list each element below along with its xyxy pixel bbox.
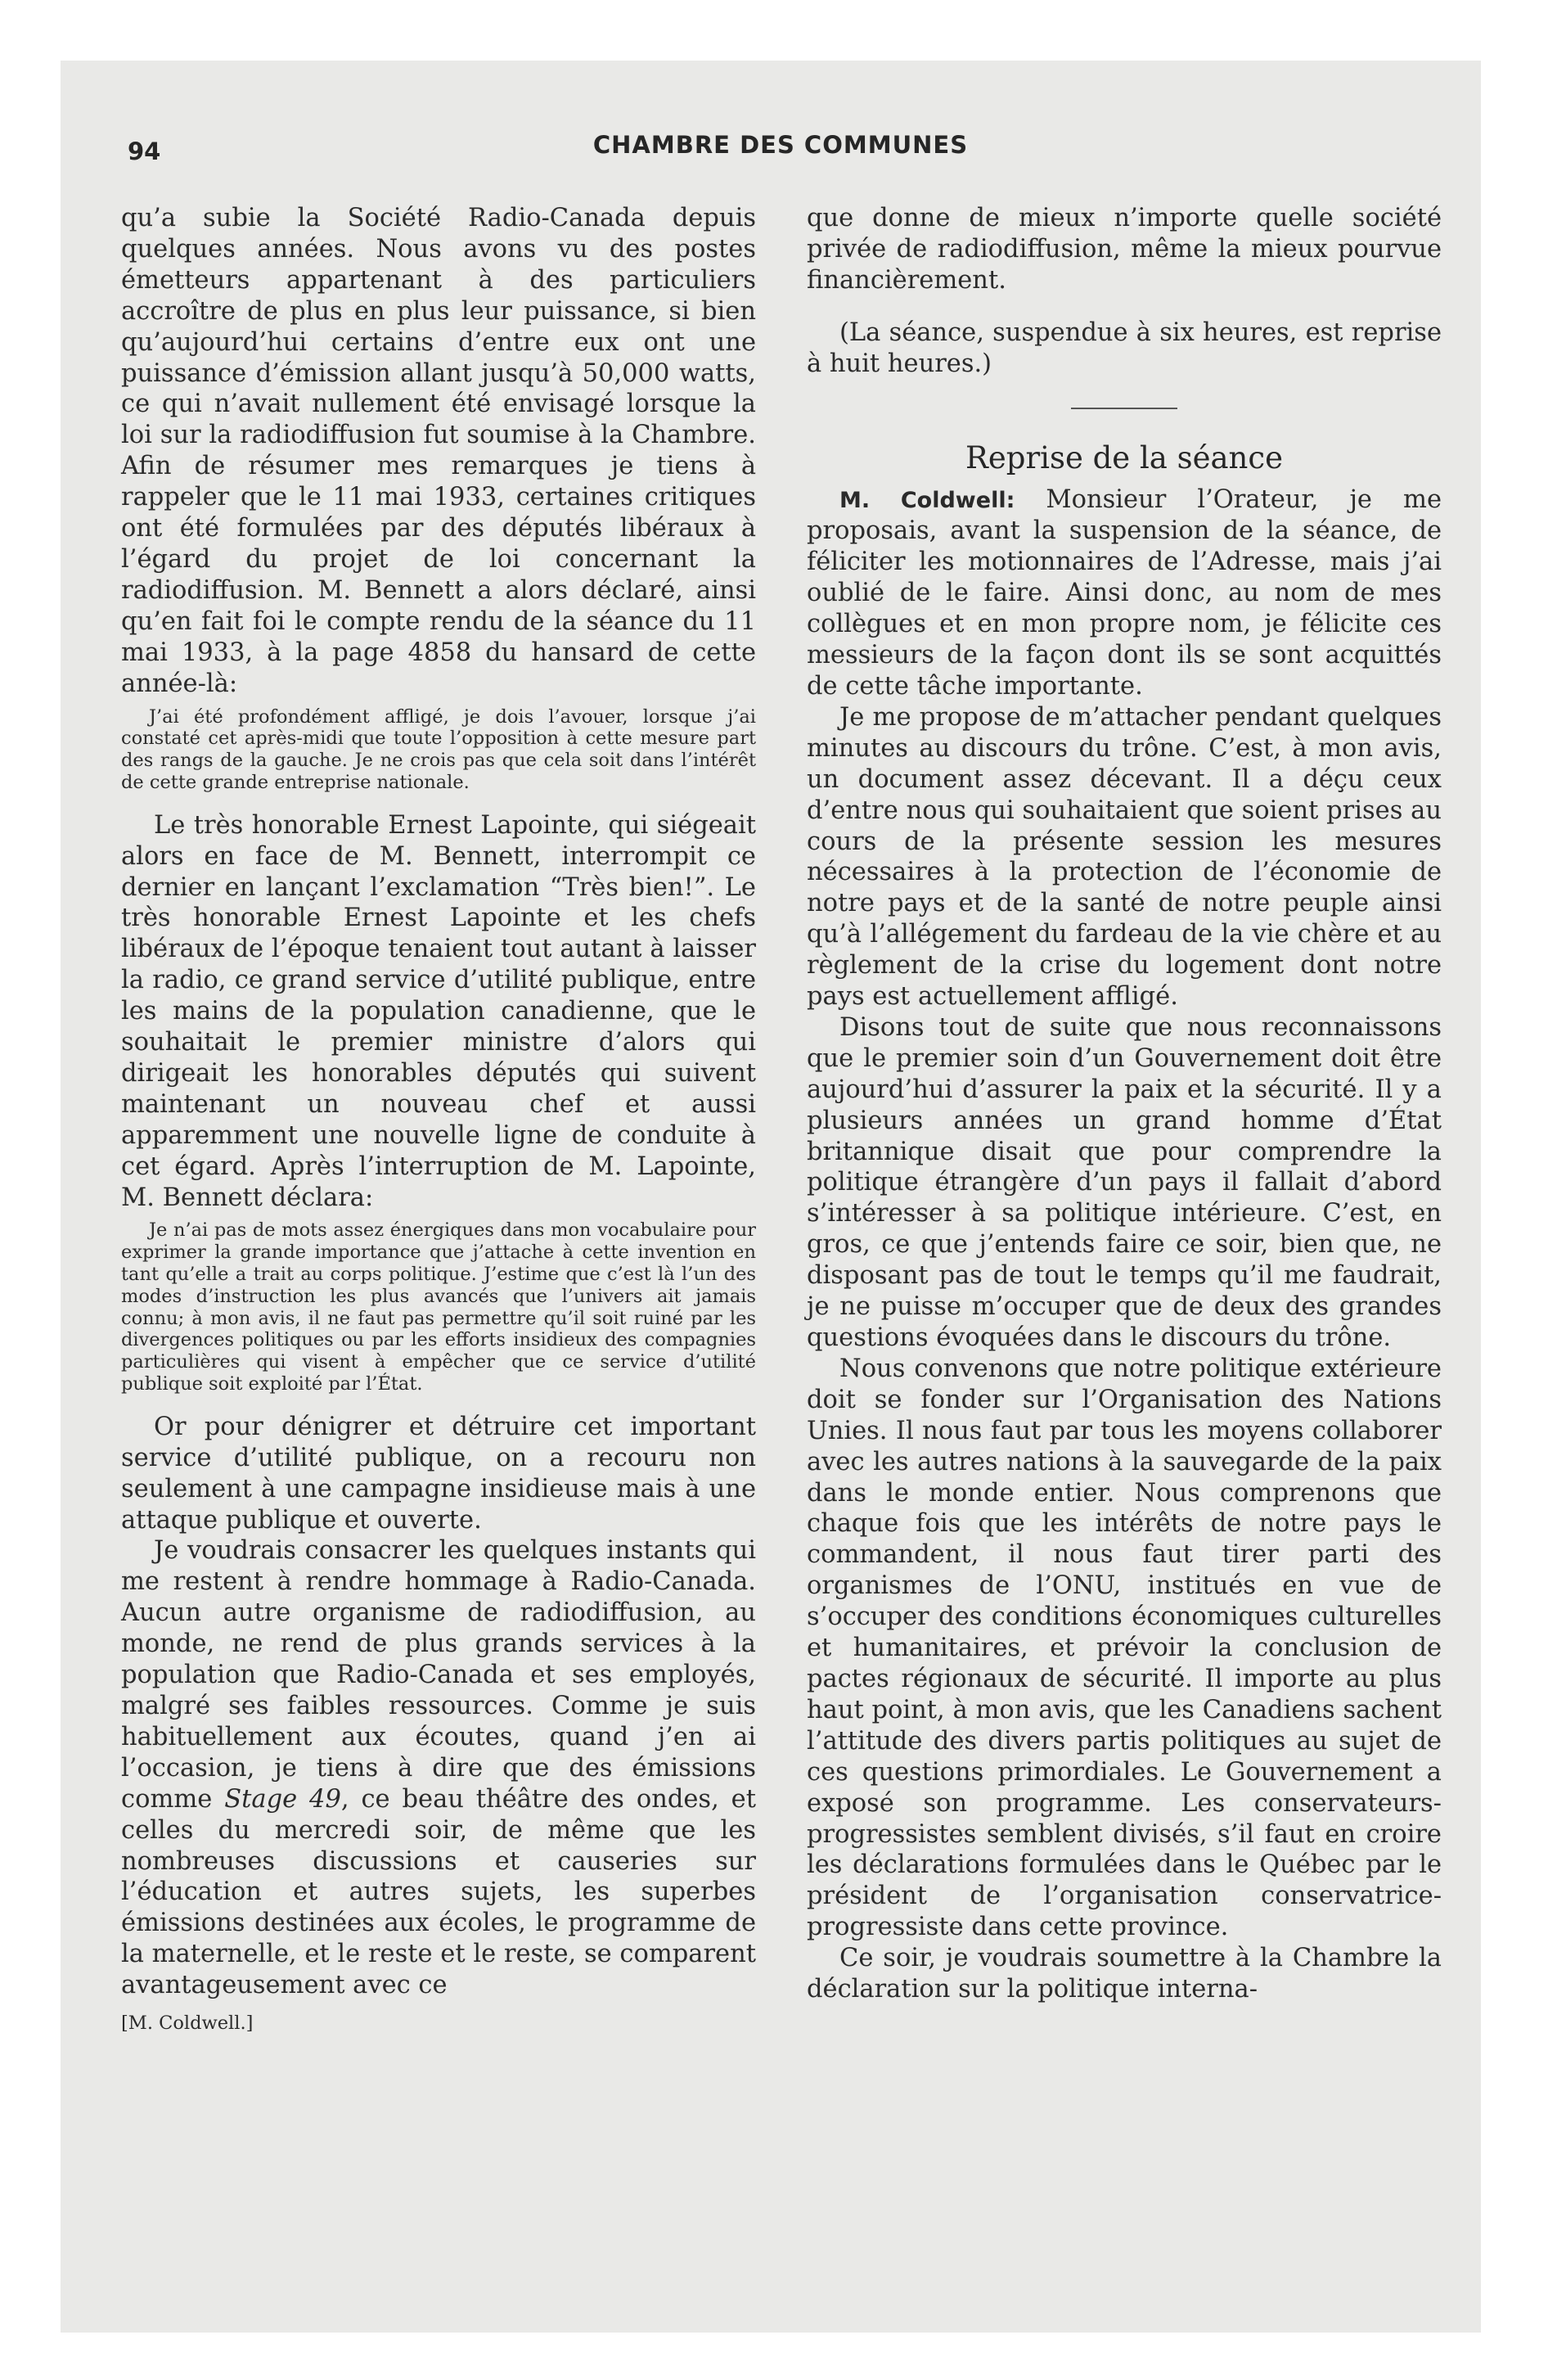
quote-text: Je n’ai pas de mots assez énergiques dans mon vocabulaire pour exprimer la grande importance que j’attache à cette invention en tant qu’elle a trait au corps politique. J’estime que c’est là l’un des modes d’instruction les plus avancés que l’univers ait jamais connu; à mon avis, il ne faut pas permettre qu’il soit ruiné par les divergences politiques ou par les efforts insidieux des compagnies particulières qui visent à empêcher que ce service d’utilité publique soit exploité par l’État.: [121, 1219, 756, 1395]
section-heading: Reprise de la séance: [965, 439, 1283, 476]
left-column: [121, 203, 756, 2034]
page-header: [121, 131, 1440, 170]
paragraph: [807, 485, 1442, 702]
paragraph: [121, 1535, 756, 2001]
paragraph: Ce soir, je voudrais soumettre à la Chambre la déclaration sur la politique interna-: [807, 1944, 1442, 2004]
running-title: CHAMBRE DES COMMUNES: [592, 131, 969, 159]
paragraph: qu’a subie la Société Radio-Canada depuis quelques années. Nous avons vu des postes émetteurs appartenant à des particuliers accroître de plus en plus leur puissance, si bien qu’aujourd’hui certains d’entre eux ont une puissance d’émission allant jusqu’à 50,000 watts, ce qui n’avait nullement été envisagé lorsque la loi sur la radiodiffusion fut soumise à la Chambre. Afin de résumer mes remarques je tiens à rappeler que le 11 mai 1933, certaines critiques ont été formulées par des députés libéraux à l’égard du projet de loi concernant la radiodiffusion. M. Bennett a alors déclaré, ainsi qu’en fait foi le compte rendu de la séance du 11 mai 1933, à la page 4858 du hansard de cette année-là:: [121, 204, 756, 698]
paragraph: que donne de mieux n’importe quelle société privée de radiodiffusion, même la mieux pourvue financièrement.: [807, 204, 1442, 295]
page-number: 94: [128, 137, 161, 165]
paragraph: Disons tout de suite que nous reconnaissons que le premier soin d’un Gouvernement doit être aujourd’hui d’assurer la paix et la sécurité. Il y a plusieurs années un grand homme d’État britannique disait que pour comprendre la politique étrangère d’un pays il fallait d’abord s’intéresser à sa politique intérieure. C’est, en gros, ce que j’entends faire ce soir, bien que, ne disposant pas de tout le temps qu’il me faudrait, je ne puisse m’occuper que de deux des grandes questions évoquées dans le discours du trône.: [807, 1012, 1442, 1352]
paragraph-text: Je voudrais consacrer les quelques instants qui me restent à rendre hommage à Radio-Canada. Aucun autre organisme de radiodiffusion, au monde, ne rend de plus grands services à la population que Radio-Canada et ses employés, malgré ses faibles ressources. Comme je suis habituellement aux écoutes, quand j’en ai l’occasion, je tiens à dire que des émissions comme: [121, 1536, 756, 1814]
paragraph-text: Monsieur l’Orateur, je me proposais, avant la suspension de la séance, de féliciter les motionnaires de l’Adresse, mais j’ai oublié de le faire. Ainsi donc, au nom de mes collègues et en mon propre nom, je félicite ces messieurs de la façon dont ils se sont acquittés de cette tâche importante.: [807, 485, 1442, 701]
block-quote: [121, 706, 756, 794]
paragraph: Nous convenons que notre politique extérieure doit se fonder sur l’Organisation des Nations Unies. Il nous faut par tous les moyens collaborer avec les autres nations à la sauvegarde de la paix dans le monde entier. Nous comprenons que chaque fois que les intérêts de notre pays le commandent, il nous faut tirer parti des organismes de l’ONU, institués en vue de s’occuper des conditions économiques culturelles et humanitaires, et prévoir la conclusion de pactes régionaux de sécurité. Il importe au plus haut point, à mon avis, que les Canadiens sachent l’attitude des divers partis politiques au sujet de ces questions primordiales. Le Gouvernement a exposé son programme. Les conservateurs-progressistes semblent divisés, s’il faut en croire les déclarations formulées dans le Québec par le président de l’organisation conservatrice-progressiste dans cette province.: [807, 1354, 1442, 1942]
right-column: [807, 203, 1442, 2005]
document-page: [121, 131, 1442, 2035]
paragraph: Le très honorable Ernest Lapointe, qui siégeait alors en face de M. Bennett, interrompit ce dernier en lançant l’exclamation “Très bien!”. Le très honorable Ernest Lapointe et les chefs libéraux de l’époque tenaient tout autant à laisser la radio, ce grand service d’utilité publique, entre les mains de la population canadienne, que le souhaitait le premier ministre d’alors qui dirigeait les honorables députés qui suivent maintenant un nouveau chef et aussi apparemment une nouvelle ligne de conduite à cet égard. Après l’interruption de M. Lapointe, M. Bennett déclara:: [121, 810, 756, 1212]
paragraph: Je me propose de m’attacher pendant quelques minutes au discours du trône. C’est, à mon avis, un document assez décevant. Il a déçu ceux d’entre nous qui souhaitaient que soient prises au cours de la présente session les mesures nécessaires à la protection de l’économie de notre pays et de la santé de notre peuple ainsi qu’à l’allégement du fardeau de la vie chère et au règlement de la crise du logement dont notre pays est actuellement affligé.: [807, 702, 1442, 1012]
paragraph-text: , ce beau théâtre des ondes, et celles du mercredi soir, de même que les nombreuses discussions et causeries sur l’éducation et autres sujets, les superbes émissions destinées aux écoles, le programme de la maternelle, et le reste et le reste, se comparent avantageusement avec ce: [121, 1784, 756, 2000]
program-title: Stage 49: [224, 1784, 341, 1814]
section-divider: [1071, 408, 1177, 409]
speaker-name: M. Coldwell:: [839, 487, 1015, 513]
sitting-note: (La séance, suspendue à six heures, est reprise à huit heures.): [807, 318, 1442, 378]
quote-text: J’ai été profondément affligé, je dois l’avouer, lorsque j’ai constaté cet après-midi que toute l’opposition à cette mesure part des rangs de la gauche. Je ne crois pas que cela soit dans l’intérêt de cette grande entreprise nationale.: [121, 705, 756, 793]
block-quote: [121, 1219, 756, 1395]
speaker-tag: [M. Coldwell.]: [121, 2013, 254, 2035]
paragraph: Or pour dénigrer et détruire cet important service d’utilité publique, on a recouru non seulement à une campagne insidieuse mais à une attaque publique et ouverte.: [121, 1412, 756, 1535]
